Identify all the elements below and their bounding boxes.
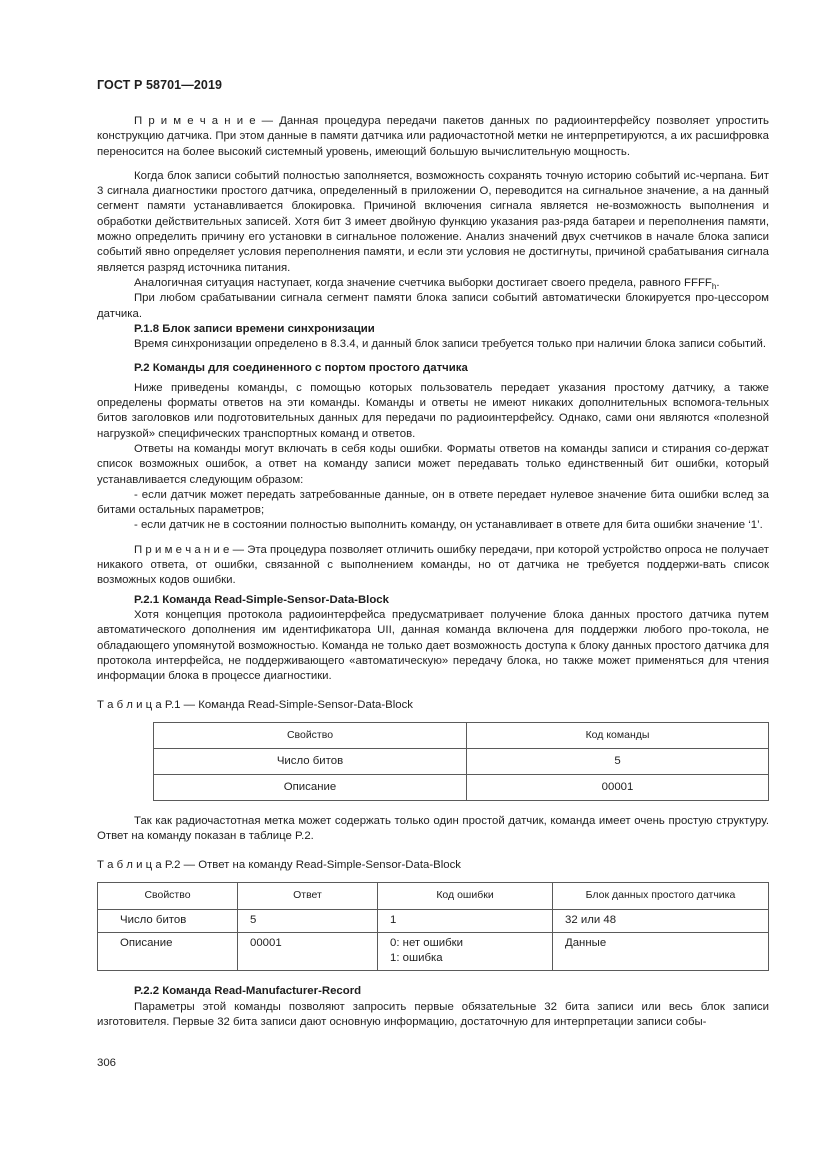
table-header-cell: Код ошибки	[378, 882, 553, 909]
cell-line: 0: нет ошибки	[390, 936, 463, 949]
section-heading: P.2 Команды для соединенного с портом простого датчика	[134, 362, 468, 375]
table-cell: 5	[467, 748, 769, 774]
table-cell: Описание	[154, 774, 467, 800]
table-header-cell: Свойство	[154, 722, 467, 748]
table-header-row	[98, 882, 769, 909]
note-paragraph	[97, 543, 769, 589]
caption-label: Т а б л и ц а	[97, 859, 162, 872]
section-heading: P.2.2 Команда Read-Manufacturer-Record	[134, 985, 362, 998]
subscript: h	[711, 281, 717, 291]
paragraph: Ответы на команды могут включать в себя коды ошибки. Форматы ответов на команды записи и стирания со-держат список возможных ошибок, а ответ на команду записи может передавать только единственный бит ошибки, который устанавливается следующим образом:	[97, 442, 769, 486]
note-text: — Данная процедура передачи пакетов данных по радиоинтерфейсу позволяет упростить конструкцию датчика. При этом данные в памяти датчика или радиочастотной метки не интерпретируются, а их расшифровка переносится на более высокий системный уровень, имеющий большую вычислительную мощность.	[97, 115, 769, 158]
table-cell: Описание	[98, 932, 238, 971]
page-number: 306	[97, 1057, 117, 1069]
paragraph: Время синхронизации определено в 8.3.4, и данный блок записи требуется только при наличии блока записи событий.	[134, 338, 767, 351]
table-header-cell: Блок данных простого датчика	[553, 882, 769, 909]
paragraph-end: .	[716, 276, 720, 289]
table-header-cell: Ответ	[238, 882, 378, 909]
table-cell: 00001	[467, 774, 769, 800]
note-label: П р и м е ч а н и е	[134, 543, 230, 556]
table-p1	[153, 722, 769, 801]
caption-text: P.1 — Команда Read-Simple-Sensor-Data-Block	[161, 699, 413, 712]
list-item: - если датчик не в состоянии полностью выполнить команду, он устанавливает в ответе для бита ошибки значение ‘1’.	[134, 519, 763, 532]
cell-line: 1: ошибка	[390, 952, 443, 965]
table-cell: 1	[378, 909, 553, 932]
section-heading: P.1.8 Блок записи времени синхронизации	[134, 322, 375, 335]
paragraph: Ниже приведены команды, с помощью которых пользователь передает указания простому датчику, а также определены форматы ответов на эти команды. Команды и ответы не имеют никаких дополнительных вспомога-тельных битов заголовков или подготовительных данных для передачи по радиоинтерфейсу. Однако, сами они являются «полезной нагрузкой» специфических транспортных команд и ответов.	[97, 381, 769, 440]
table-p2	[97, 882, 769, 972]
paragraph: Хотя концепция протокола радиоинтерфейса предусматривает получение блока данных простого датчика путем автоматического дополнения им идентификатора UII, данная команда включена для поддержки любого про-токола, не обладающего упомянутой возможностью. Команда не только дает возможность доступа к блоку данных простого датчика для протокола интерфейса, не поддерживающего «автоматическую» передачу блока, но также может применяться для чтения информации блока в процессе диагностики.	[97, 608, 769, 683]
table-header-cell: Код команды	[467, 722, 769, 748]
table-cell	[378, 932, 553, 971]
table-header-cell: Свойство	[98, 882, 238, 909]
paragraph	[97, 276, 769, 291]
table-row	[154, 774, 769, 800]
note-label: П р и м е ч а н и е	[134, 115, 256, 127]
table-cell: 00001	[238, 932, 378, 971]
table-cell: Данные	[553, 932, 769, 971]
table-cell: Число битов	[98, 909, 238, 932]
section-heading: P.2.1 Команда Read-Simple-Sensor-Data-Block	[134, 593, 389, 606]
table-header-row	[154, 722, 769, 748]
table-cell: Число битов	[154, 748, 467, 774]
table-caption	[97, 698, 769, 713]
paragraph-text: Аналогичная ситуация наступает, когда значение счетчика выборки достигает своего предела, равного FFFF	[134, 276, 712, 289]
page-content	[97, 114, 769, 1030]
paragraph: Когда блок записи событий полностью заполняется, возможность сохранять точную историю событий ис-черпана. Бит 3 сигнала диагностики простого датчика, определенный в приложении О, переводится на сигнальное значение, а на данный сегмент памяти устанавливается блокировка. Причиной включения сигнала является не-возможность выполнения и обработки действительных записей. Хотя бит 3 имеет двойную функцию указания раз-ряда батареи и переполнения памяти, можно определить причину его установки в сигнальное положение. Анализ значений двух счетчиков в начале блока записи событий явно определяет условия переполнения памяти, и если эти условия не достигнуты, причиной срабатывания сигнала является разряд источника питания.	[97, 169, 769, 274]
paragraph: Параметры этой команды позволяют запросить первые обязательные 32 бита записи или весь блок записи изготовителя. Первые 32 бита записи дают основную информацию, достаточную для интерпретации записи собы-	[97, 1000, 769, 1029]
note-text: — Эта процедура позволяет отличить ошибку передачи, при которой устройство опроса не получает никакого ответа, от ошибки, связанной с выполнением команды, но от датчика не требуется поддержи-вать список возможных кодов ошибки.	[97, 543, 770, 587]
table-cell: 5	[238, 909, 378, 932]
note-paragraph	[97, 114, 769, 160]
table-caption	[97, 858, 769, 873]
list-item: - если датчик может передать затребованные данные, он в ответе передает нулевое значение бита ошибки вслед за битами остальных параметров;	[97, 488, 769, 517]
table-row	[154, 748, 769, 774]
paragraph: Так как радиочастотная метка может содержать только один простой датчик, команда имеет очень простую структуру. Ответ на команду показан в таблице P.2.	[97, 814, 769, 842]
standard-header: ГОСТ Р 58701—2019	[97, 78, 223, 92]
caption-text: P.2 — Ответ на команду Read-Simple-Sensor-Data-Block	[161, 859, 461, 872]
caption-label: Т а б л и ц а	[97, 699, 162, 712]
table-cell: 32 или 48	[553, 909, 769, 932]
table-row	[98, 909, 769, 932]
paragraph: При любом срабатывании сигнала сегмент памяти блока записи событий автоматически блокируется про-цессором датчика.	[97, 292, 769, 320]
table-row	[98, 932, 769, 971]
